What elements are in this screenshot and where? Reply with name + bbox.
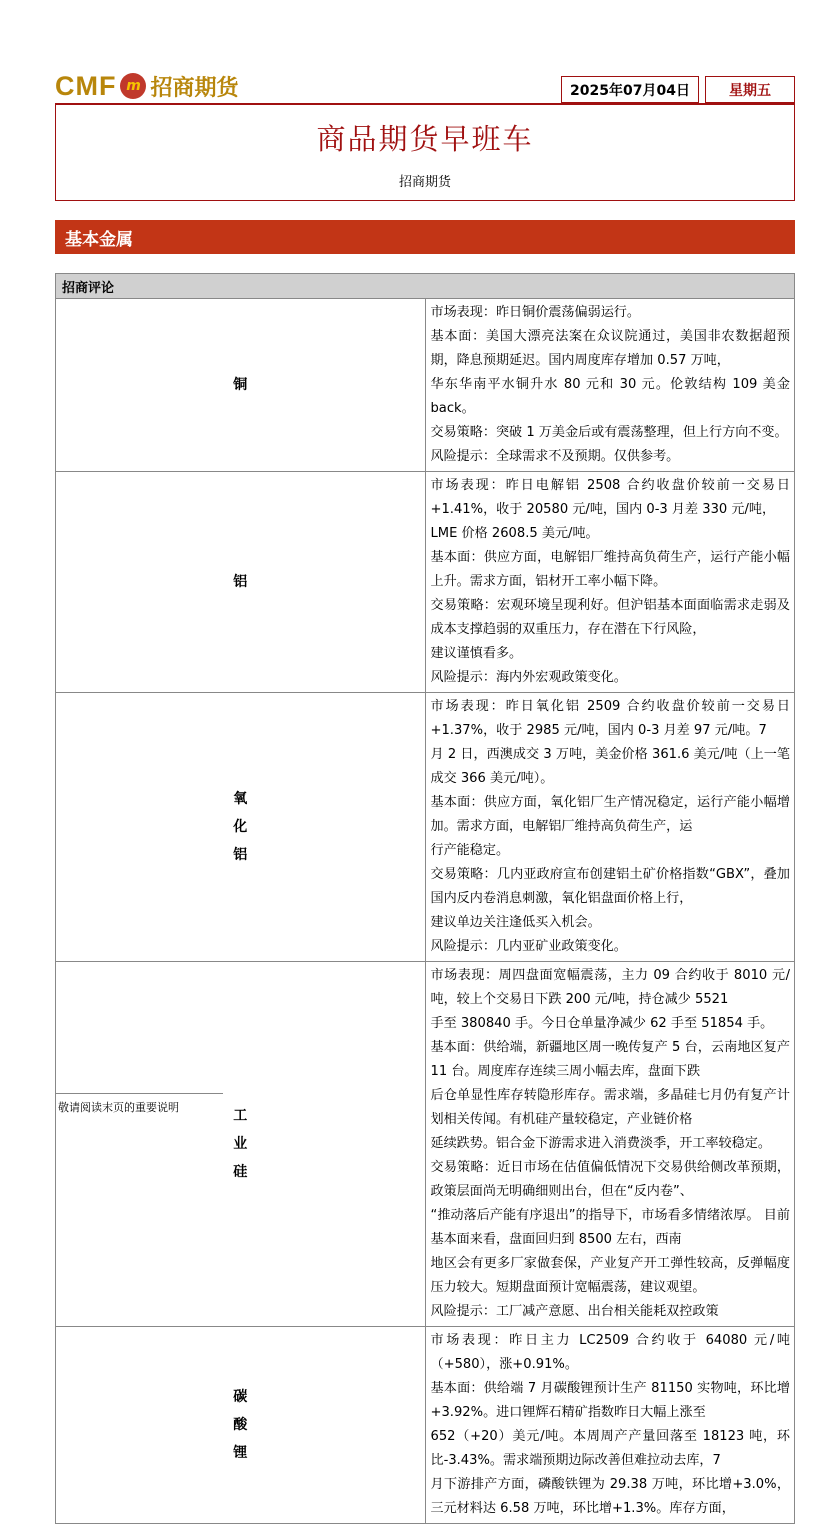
logo-emblem-icon <box>120 73 146 99</box>
commentary-line: 市场表现：昨日氧化铝 2509 合约收盘价较前一交易日+1.37%，收于 2985 元/吨，国内 0-3 月差 97 元/吨。7 <box>430 699 790 738</box>
commentary-line: LME 价格 2608.5 美元/吨。 <box>430 526 599 541</box>
commentary-line: 交易策略：突破 1 万美金后或有震荡整理，但上行方向不变。 <box>430 425 788 440</box>
report-date: 2025年07月04日 <box>561 76 699 103</box>
commentary-line: 风险提示：几内亚矿业政策变化。 <box>430 939 627 954</box>
title-box <box>55 105 795 201</box>
commodity-name: 碳 酸 锂 <box>56 1327 426 1524</box>
commentary-cell <box>425 1327 795 1524</box>
commentary-line: 风险提示：全球需求不及预期。仅供参考。 <box>430 449 680 464</box>
commentary-line: 月 2 日，西澳成交 3 万吨，美金价格 361.6 美元/吨（上一笔成交 366 美元/吨）。 <box>430 747 790 786</box>
company-logo <box>55 68 239 104</box>
commentary-line: 风险提示：工厂减产意愿、出台相关能耗双控政策 <box>430 1304 719 1319</box>
table-row <box>56 1327 795 1524</box>
commentary-line: 地区会有更多厂家做套保，产业复产开工弹性较高，反弹幅度压力较大。短期盘面预计宽幅震荡，建议观望。 <box>430 1256 790 1295</box>
commentary-line: 交易策略：几内亚政府宣布创建铝土矿价格指数“GBX”，叠加国内反内卷消息刺激，氧化铝盘面价格上行， <box>430 867 790 906</box>
table-header-row <box>56 274 795 299</box>
footer-divider <box>55 1093 223 1094</box>
commentary-line: 手至 380840 手。今日仓单量净减少 62 手至 51854 手。 <box>430 1016 774 1031</box>
page-subtitle: 招商期货 <box>398 175 451 190</box>
commentary-paragraph <box>431 1156 791 1300</box>
commentary-line: “推动落后产能有序退出”的指导下，市场看多情绪浓厚。 目前基本面来看，盘面回归到 8500 左右，西南 <box>430 1208 790 1247</box>
commodity-name: 铜 <box>56 299 426 472</box>
commentary-line: 市场表现：周四盘面宽幅震荡，主力 09 合约收于 8010 元/吨，较上个交易日下跌 200 元/吨，持仓减少 5521 <box>430 968 790 1007</box>
commentary-paragraph <box>431 1300 791 1324</box>
commentary-paragraph <box>431 325 791 421</box>
commentary-line: 后仓单显性库存转隐形库存。需求端，多晶硅七月仍有复产计划相关传闻。有机硅产量较稳定，产业链价格 <box>430 1088 790 1127</box>
commentary-paragraph <box>431 666 791 690</box>
commentary-cell <box>425 472 795 693</box>
commentary-line: 市场表现：昨日主力 LC2509 合约收于 64080 元/吨（+580），涨+0.91%。 <box>430 1333 790 1372</box>
commentary-paragraph <box>431 1036 791 1156</box>
commentary-paragraph <box>431 863 791 935</box>
commentary-paragraph <box>431 964 791 1036</box>
commentary-paragraph <box>431 445 791 469</box>
commentary-paragraph <box>431 935 791 959</box>
commentary-line: 基本面：供应方面，氧化铝厂生产情况稳定，运行产能小幅增加。需求方面，电解铝厂维持高负荷生产，运 <box>430 795 790 834</box>
commodity-name: 工 业 硅 <box>56 962 426 1327</box>
table-row <box>56 962 795 1327</box>
commentary-line: 建议谨慎看多。 <box>430 646 523 661</box>
commentary-line: 基本面：供给端，新疆地区周一晚传复产 5 台，云南地区复产 11 台。周度库存连续三周小幅去库，盘面下跌 <box>430 1040 790 1079</box>
commentary-paragraph <box>431 1377 791 1521</box>
commentary-paragraph <box>431 594 791 666</box>
commentary-line: 延续跌势。铝合金下游需求进入消费淡季，开工率较稳定。 <box>430 1136 771 1151</box>
logo-company-name: 招商期货 <box>150 74 239 101</box>
commentary-line: 交易策略：宏观环境呈现利好。但沪铝基本面面临需求走弱及成本支撑趋弱的双重压力，存在潜在下行风险， <box>430 598 790 637</box>
commentary-line: 基本面：美国大漂亮法案在众议院通过，美国非农数据超预期，降息预期延迟。国内周度库存增加 0.57 万吨， <box>430 329 790 368</box>
table-header: 招商评论 <box>56 274 795 299</box>
commentary-line: 基本面：供给端 7 月碳酸锂预计生产 81150 实物吨，环比增+3.92%。进口锂辉石精矿指数昨日大幅上涨至 <box>430 1381 790 1420</box>
commentary-line: 行产能稳定。 <box>430 843 510 858</box>
commentary-paragraph <box>431 546 791 594</box>
commodity-name: 氧 化 铝 <box>56 693 426 962</box>
section-title-bar <box>55 220 795 254</box>
commentary-line: 建议单边关注逢低买入机会。 <box>430 915 601 930</box>
commentary-cell <box>425 299 795 472</box>
commentary-paragraph <box>431 1329 791 1377</box>
commentary-line: 652（+20）美元/吨。本周周产产量回落至 18123 吨，环比-3.43%。需求端预期边际改善但难拉动去库，7 <box>430 1429 790 1468</box>
commentary-table <box>55 273 795 1524</box>
commentary-paragraph <box>431 301 791 325</box>
footer-note: 敬请阅读末页的重要说明 <box>58 1101 179 1114</box>
table-row <box>56 299 795 472</box>
commodity-name: 铝 <box>56 472 426 693</box>
commentary-line: 交易策略：近日市场在估值偏低情况下交易供给侧改革预期，政策层面尚无明确细则出台，但在“反内卷”、 <box>430 1160 790 1199</box>
report-weekday: 星期五 <box>705 76 795 103</box>
commentary-cell <box>425 693 795 962</box>
commentary-line: 基本面：供应方面，电解铝厂维持高负荷生产，运行产能小幅上升。需求方面，铝材开工率小幅下降。 <box>430 550 790 589</box>
page-title: 商品期货早班车 <box>316 122 534 156</box>
section-title: 基本金属 <box>65 229 133 250</box>
commentary-line: 月下游排产方面，磷酸铁锂为 29.38 万吨，环比增+3.0%，三元材料达 6.58 万吨，环比增+1.3%。库存方面， <box>430 1477 790 1516</box>
logo-emblem-letter: m <box>126 78 141 94</box>
table-row <box>56 693 795 962</box>
commentary-paragraph <box>431 421 791 445</box>
commentary-line: 风险提示：海内外宏观政策变化。 <box>430 670 627 685</box>
commentary-line: 市场表现：昨日电解铝 2508 合约收盘价较前一交易日+1.41%，收于 20580 元/吨，国内 0-3 月差 330 元/吨， <box>430 478 790 517</box>
table-row <box>56 472 795 693</box>
logo-cmf-text: CMF <box>55 70 117 101</box>
commentary-paragraph <box>431 474 791 546</box>
commentary-paragraph <box>431 695 791 791</box>
commentary-paragraph <box>431 791 791 863</box>
commentary-line: 华东华南平水铜升水 80 元和 30 元。伦敦结构 109 美金 back。 <box>430 377 790 416</box>
commentary-line: 市场表现：昨日铜价震荡偏弱运行。 <box>430 305 640 320</box>
commentary-cell <box>425 962 795 1327</box>
